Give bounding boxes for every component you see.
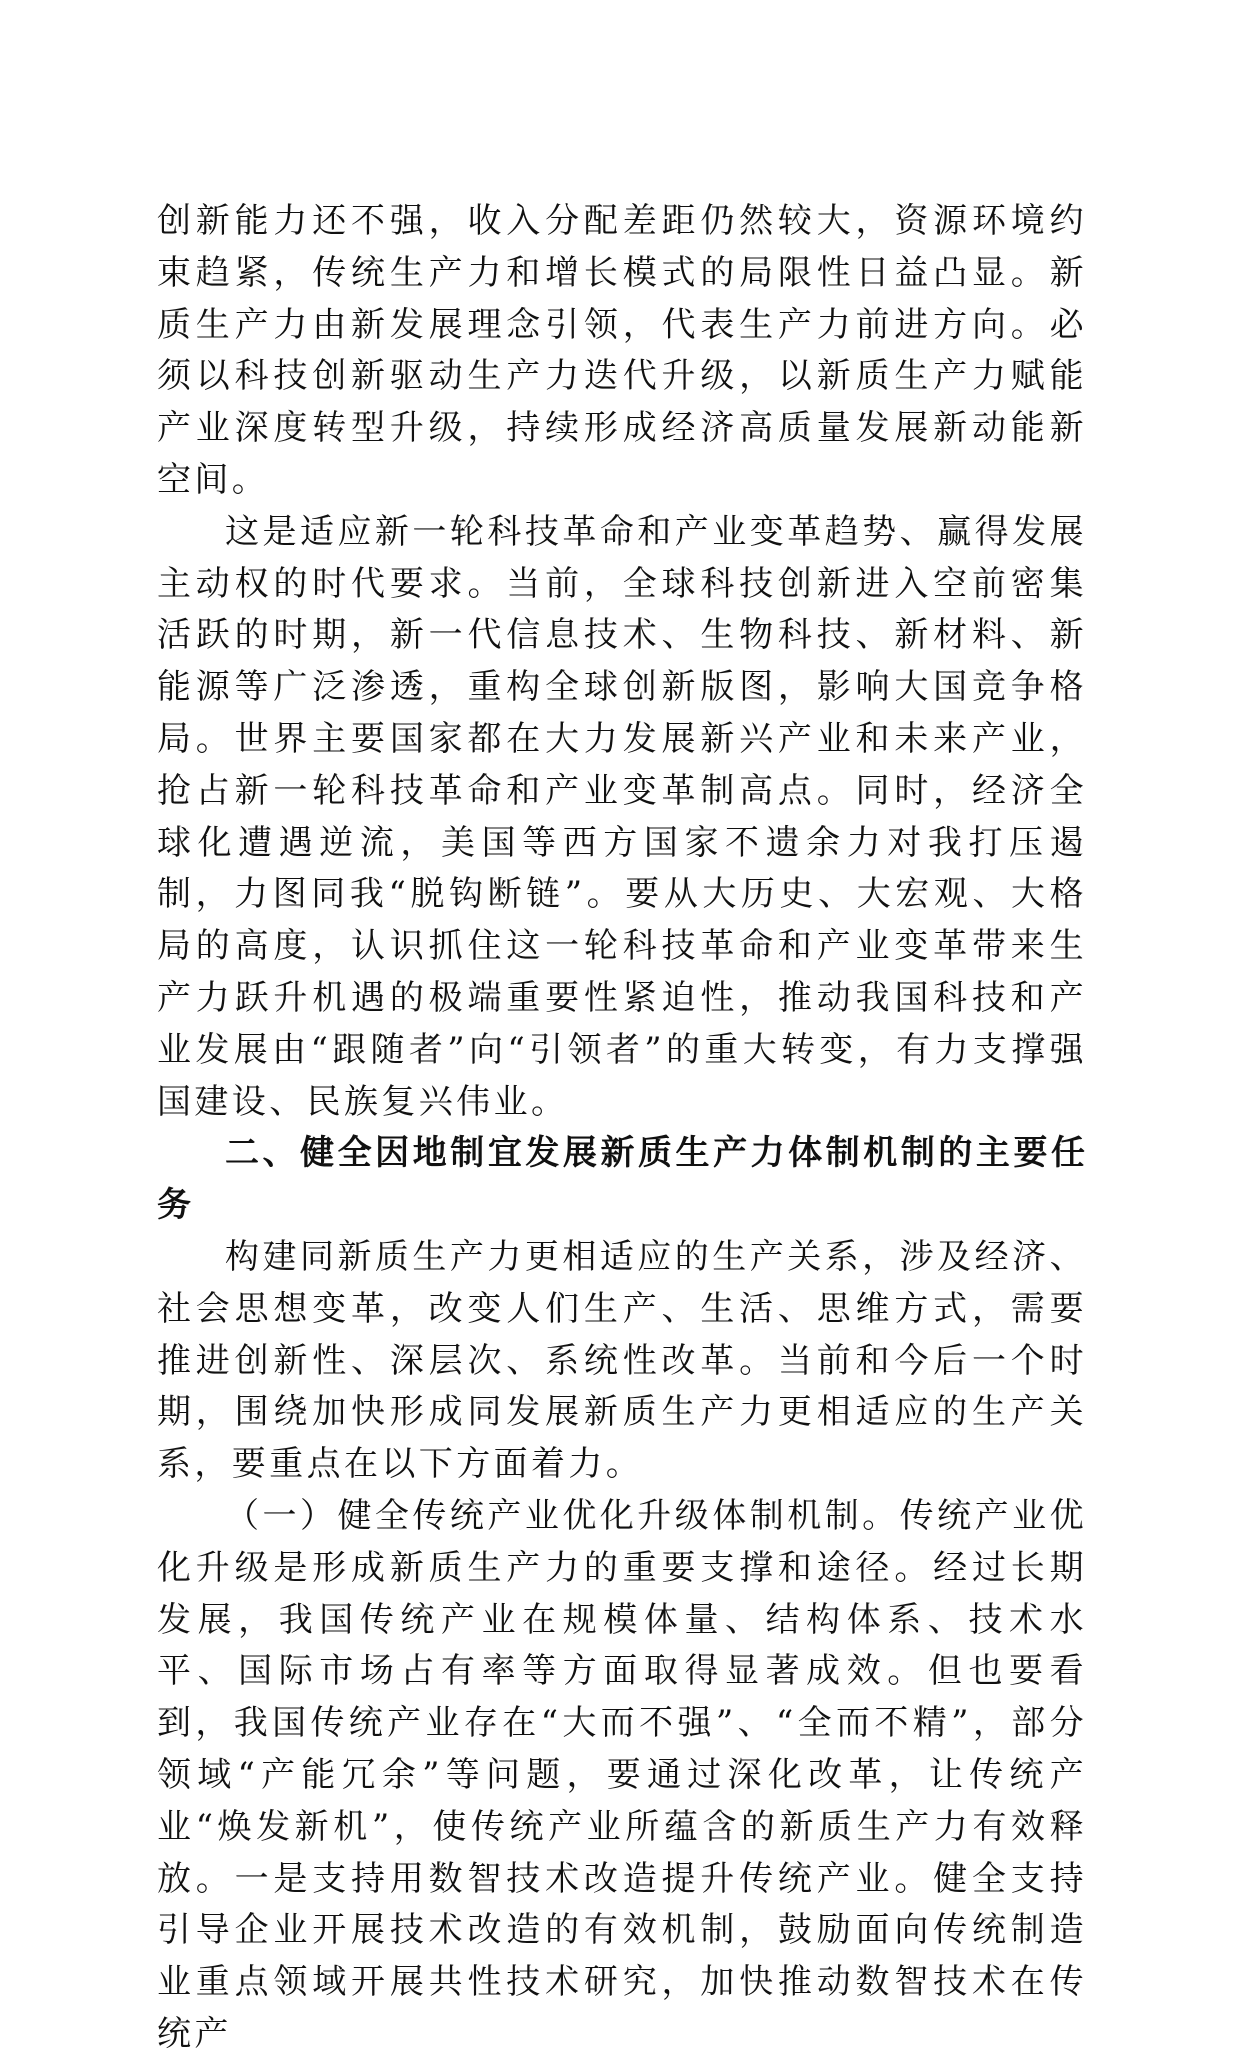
- paragraph-production-relations: 构建同新质生产力更相适应的生产关系，涉及经济、社会思想变革，改变人们生产、生活、思维方式，需要推进创新性、深层次、系统性改革。当前和今后一个时期，围绕加快形成同发展新质生产力更相适应的生产关系，要重点在以下方面着力。: [157, 1236, 1087, 1485]
- section-heading-main-tasks: 二、健全因地制宜发展新质生产力体制机制的主要任务: [157, 1133, 1087, 1226]
- paragraph-continuation: 创新能力还不强，收入分配差距仍然较大，资源环境约束趋紧，传统生产力和增长模式的局限性日益凸显。新质生产力由新发展理念引领，代表生产力前进方向。必须以科技创新驱动生产力迭代升级，以新质生产力赋能产业深度转型升级，持续形成经济高质量发展新动能新空间。: [157, 201, 1087, 500]
- paragraph-tech-revolution: 这是适应新一轮科技革命和产业变革趋势、赢得发展主动权的时代要求。当前，全球科技创新进入空前密集活跃的时期，新一代信息技术、生物科技、新材料、新能源等广泛渗透，重构全球创新版图，影响大国竞争格局。世界主要国家都在大力发展新兴产业和未来产业，抢占新一轮科技革命和产业变革制高点。同时，经济全球化遭遇逆流，美国等西方国家不遗余力对我打压遏制，力图同我“脱钩断链”。要从大历史、大宏观、大格局的高度，认识抓住这一轮科技革命和产业变革带来生产力跃升机遇的极端重要性紧迫性，推动我国科技和产业发展由“跟随者”向“引领者”的重大转变，有力支撑强国建设、民族复兴伟业。: [157, 511, 1087, 1122]
- document-body: [157, 196, 1087, 2061]
- paragraph-traditional-industry: （一）健全传统产业优化升级体制机制。传统产业优化升级是形成新质生产力的重要支撑和途径。经过长期发展，我国传统产业在规模体量、结构体系、技术水平、国际市场占有率等方面取得显著成效。但也要看到，我国传统产业存在“大而不强”、“全而不精”，部分领域“产能冗余”等问题，要通过深化改革，让传统产业“焕发新机”，使传统产业所蕴含的新质生产力有效释放。一是支持用数智技术改造提升传统产业。健全支持引导企业开展技术改造的有效机制，鼓励面向传统制造业重点领域开展共性技术研究，加快推动数智技术在传统产: [157, 1495, 1087, 2054]
